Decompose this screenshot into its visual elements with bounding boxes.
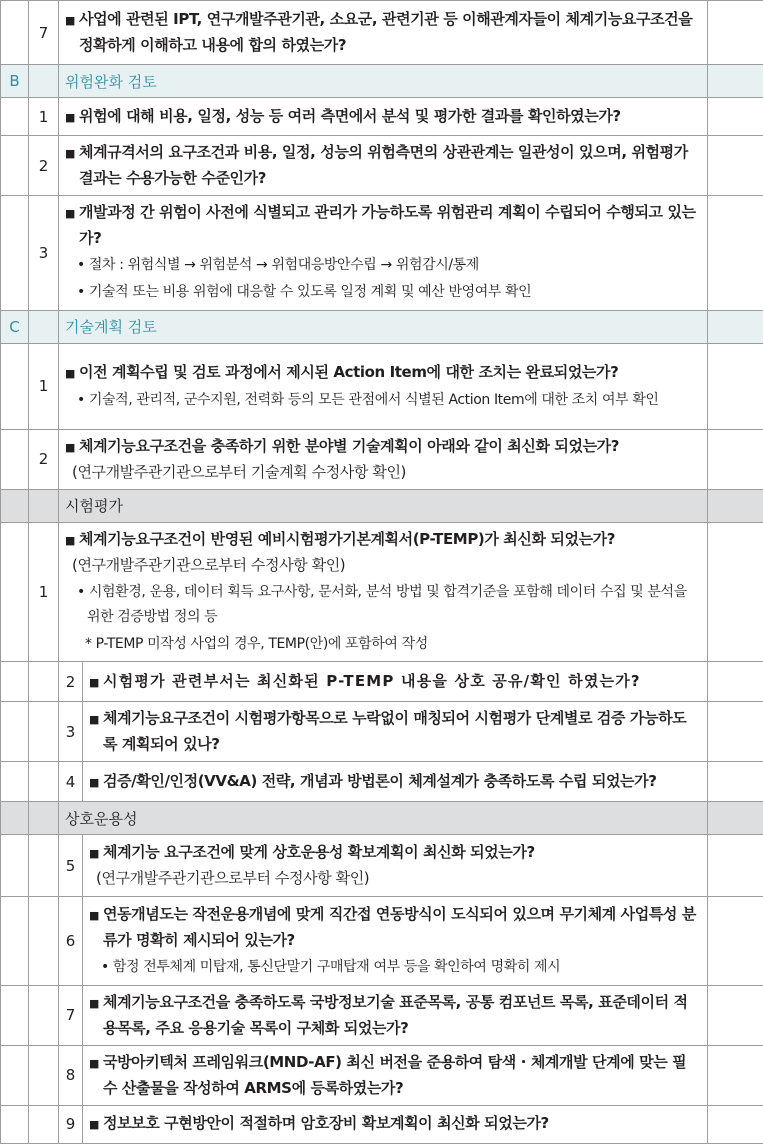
item-number: 8 — [59, 1045, 83, 1105]
table-row — [1, 98, 763, 136]
question-text: 체계기능요구조건을 충족하기 위한 분야별 기술계획이 아래와 같이 최신화 되었는가? — [79, 436, 620, 455]
table-row — [1, 429, 763, 489]
cell-empty — [708, 65, 763, 98]
question-text: 위험에 대해 비용, 일정, 성능 등 여러 측면에서 분석 및 평가한 결과를 확인하였는가? — [79, 106, 621, 125]
cell-empty — [29, 702, 59, 762]
footnote-text: * P-TEMP 미작성 사업의 경우, TEMP(안)에 포함하여 작성 — [85, 635, 428, 652]
item-number: 3 — [59, 702, 83, 762]
bullet-text: 함정 전투체계 미탑재, 통신단말기 구매탑재 여부 등을 확인하여 명확히 제시 — [112, 958, 561, 975]
bullet-text: 기술적 또는 비용 위험에 대응할 수 있도록 일정 계획 및 예산 반영여부 확인 — [88, 284, 532, 301]
cell-empty — [29, 489, 59, 522]
question-text: 사업에 관련된 IPT, 연구개발주관기관, 소요군, 관련기관 등 이해관계자들이 체계기능요구조건을 정확하게 이해하고 내용에 합의 하였는가? — [79, 10, 693, 55]
cell-check — [708, 662, 763, 702]
note-text: (연구개발주관기관으로부터 기술계획 수정사항 확인) — [72, 462, 406, 481]
cell-check — [708, 702, 763, 762]
question-text: 체계기능요구조건이 시험평가항목으로 누락없이 매칭되어 시험평가 단계별로 검증 가능하도록 계획되어 있나? — [103, 709, 687, 754]
subsection-header-row — [1, 802, 763, 835]
cell-empty — [708, 802, 763, 835]
cell-empty — [708, 489, 763, 522]
cell-empty — [1, 702, 29, 762]
table-row — [1, 196, 763, 310]
item-number: 3 — [29, 196, 59, 310]
cell-empty — [29, 835, 59, 897]
cell-empty — [1, 489, 29, 522]
table-row — [1, 522, 763, 661]
table-row — [1, 702, 763, 762]
cell-check — [708, 196, 763, 310]
item-number: 2 — [29, 136, 59, 196]
cell-empty — [1, 985, 29, 1045]
cell-empty — [1, 662, 29, 702]
cell-check — [708, 522, 763, 661]
item-number: 6 — [59, 897, 83, 985]
section-letter: B — [1, 65, 29, 98]
table-row — [1, 1045, 763, 1105]
note-text: (연구개발주관기관으로부터 수정사항 확인) — [96, 869, 370, 888]
cell-empty — [1, 1045, 29, 1105]
item-description: ■ 국방아키텍처 프레임워크(MND-AF) 최신 버전을 준용하여 탐색 · 체계개발 단계에 맞는 필수 산출물을 작성하여 ARMS에 등록하였는가? — [83, 1045, 708, 1105]
item-number: 4 — [59, 762, 83, 802]
question-text: 체계기능요구조건이 반영된 예비시험평가기본계획서(P-TEMP)가 최신화 되었는가? — [79, 529, 616, 548]
cell-empty — [1, 98, 29, 136]
cell-empty — [708, 310, 763, 343]
item-description: ■ 체계규격서의 요구조건과 비용, 일정, 성능의 위험측면의 상관관계는 일관성이 있으며, 위험평가 결과는 수용가능한 수준인가? — [59, 136, 708, 196]
cell-check — [708, 1045, 763, 1105]
cell-check — [708, 762, 763, 802]
item-description: ■ 연동개념도는 작전운용개념에 맞게 직간접 연동방식이 도식되어 있으며 무기체계 사업특성 분류가 명확히 제시되어 있는가? • 함정 전투체계 미탑재, 통신단말기 구매탑재 여부 등을 확인하여 명확히 제시 — [83, 897, 708, 985]
cell-empty — [1, 429, 29, 489]
cell-empty — [29, 662, 59, 702]
item-description: ■ 시험평가 관련부서는 최신화된 P-TEMP 내용을 상호 공유/확인 하였는가? — [83, 662, 708, 702]
cell-empty — [1, 835, 29, 897]
cell-check — [708, 1, 763, 65]
section-title: 위험완화 검토 — [59, 65, 708, 98]
cell-empty — [29, 897, 59, 985]
question-text: 국방아키텍처 프레임워크(MND-AF) 최신 버전을 준용하여 탐색 · 체계개발 단계에 맞는 필수 산출물을 작성하여 ARMS에 등록하였는가? — [103, 1052, 687, 1097]
item-description: ■ 개발과정 간 위험이 사전에 식별되고 관리가 가능하도록 위험관리 계획이 수립되어 수행되고 있는가? • 절차 : 위험식별 → 위험분석 → 위험대응방안수립 → 위험감시/통제 • 기술적 또는 비용 위험에 대응할 수 있도록 일정 계획 및 예산 반영여부 확인 — [59, 196, 708, 310]
cell-empty — [1, 522, 29, 661]
note-text: (연구개발주관기관으로부터 수정사항 확인) — [72, 555, 346, 574]
cell-empty — [1, 762, 29, 802]
cell-empty — [29, 65, 59, 98]
question-text: 체계기능 요구조건에 맞게 상호운용성 확보계획이 최신화 되었는가? — [103, 843, 535, 862]
item-description: ■ 체계기능 요구조건에 맞게 상호운용성 확보계획이 최신화 되었는가? (연구개발주관기관으로부터 수정사항 확인) — [83, 835, 708, 897]
cell-empty — [29, 310, 59, 343]
cell-empty — [1, 802, 29, 835]
question-text: 연동개념도는 작전운용개념에 맞게 직간접 연동방식이 도식되어 있으며 무기체계 사업특성 분류가 명확히 제시되어 있는가? — [103, 904, 696, 949]
item-description: ■ 체계기능요구조건을 충족하기 위한 분야별 기술계획이 아래와 같이 최신화 되었는가? (연구개발주관기관으로부터 기술계획 수정사항 확인) — [59, 429, 708, 489]
cell-empty — [29, 762, 59, 802]
question-text: 개발과정 간 위험이 사전에 식별되고 관리가 가능하도록 위험관리 계획이 수립되어 수행되고 있는가? — [79, 203, 696, 248]
cell-empty — [1, 196, 29, 310]
cell-check — [708, 897, 763, 985]
cell-empty — [29, 802, 59, 835]
subsection-title: 시험평가 — [59, 489, 708, 522]
item-number: 1 — [29, 343, 59, 429]
question-text: 정보보호 구현방안이 적절하며 암호장비 확보계획이 최신화 되었는가? — [103, 1114, 549, 1133]
table-row — [1, 1105, 763, 1143]
item-number: 9 — [59, 1105, 83, 1143]
cell-check — [708, 429, 763, 489]
subsection-header-row — [1, 489, 763, 522]
subsection-title: 상호운용성 — [59, 802, 708, 835]
item-number: 7 — [59, 985, 83, 1045]
cell-empty — [29, 1045, 59, 1105]
item-number: 5 — [59, 835, 83, 897]
item-number: 1 — [29, 98, 59, 136]
cell-check — [708, 835, 763, 897]
bullet-text: 기술적, 관리적, 군수지원, 전력화 등의 모든 관점에서 식별된 Action Item에 대한 조치 여부 확인 — [88, 391, 659, 408]
question-text: 검증/확인/인정(VV&A) 전략, 개념과 방법론이 체계설계가 충족하도록 수립 되었는가? — [103, 771, 657, 790]
bullet-text: 절차 : 위험식별 → 위험분석 → 위험대응방안수립 → 위험감시/통제 — [88, 257, 479, 274]
cell-check — [708, 1105, 763, 1143]
cell-check — [708, 136, 763, 196]
cell-empty — [1, 343, 29, 429]
item-number: 1 — [29, 522, 59, 661]
table-row — [1, 985, 763, 1045]
item-description: ■ 체계기능요구조건이 시험평가항목으로 누락없이 매칭되어 시험평가 단계별로 검증 가능하도록 계획되어 있나? — [83, 702, 708, 762]
item-description: ■ 사업에 관련된 IPT, 연구개발주관기관, 소요군, 관련기관 등 이해관계자들이 체계기능요구조건을 정확하게 이해하고 내용에 합의 하였는가? — [59, 1, 708, 65]
item-description: ■ 정보보호 구현방안이 적절하며 암호장비 확보계획이 최신화 되었는가? — [83, 1105, 708, 1143]
table-row — [1, 762, 763, 802]
section-title: 기술계획 검토 — [59, 310, 708, 343]
section-header-row — [1, 310, 763, 343]
cell-empty — [29, 1105, 59, 1143]
cell-empty — [1, 136, 29, 196]
cell-check — [708, 343, 763, 429]
cell-empty — [1, 897, 29, 985]
item-description: ■ 검증/확인/인정(VV&A) 전략, 개념과 방법론이 체계설계가 충족하도록 수립 되었는가? — [83, 762, 708, 802]
cell-empty — [29, 985, 59, 1045]
cell-check — [708, 98, 763, 136]
cell-empty — [1, 1105, 29, 1143]
item-description: ■ 위험에 대해 비용, 일정, 성능 등 여러 측면에서 분석 및 평가한 결과를 확인하였는가? — [59, 98, 708, 136]
item-number: 2 — [29, 429, 59, 489]
item-description: ■ 체계기능요구조건이 반영된 예비시험평가기본계획서(P-TEMP)가 최신화 되었는가? (연구개발주관기관으로부터 수정사항 확인) • 시험환경, 운용, 데이터 획득 요구사항, 문서화, 분석 방법 및 합격기준을 포함해 데이터 수집 및 분석을 위한 검증방법 정의 등 * P-TEMP 미작성 사업의 경우, TEMP(안)에 포함하여 작성 — [59, 522, 708, 661]
question-text: 체계기능요구조건을 충족하도록 국방정보기술 표준목록, 공통 컴포넌트 목록, 표준데이터 적용목록, 주요 응용기술 목록이 구체화 되었는가? — [103, 992, 688, 1037]
item-number: 7 — [29, 1, 59, 65]
section-header-row — [1, 65, 763, 98]
cell-check — [708, 985, 763, 1045]
table-row — [1, 662, 763, 702]
cell-empty — [1, 1, 29, 65]
item-number: 2 — [59, 662, 83, 702]
table-row — [1, 897, 763, 985]
question-text: 이전 계획수립 및 검토 과정에서 제시된 Action Item에 대한 조치는 완료되었는가? — [79, 362, 619, 381]
section-letter: C — [1, 310, 29, 343]
item-description: ■ 이전 계획수립 및 검토 과정에서 제시된 Action Item에 대한 조치는 완료되었는가? • 기술적, 관리적, 군수지원, 전력화 등의 모든 관점에서 식별된 Action Item에 대한 조치 여부 확인 — [59, 343, 708, 429]
table-row — [1, 835, 763, 897]
table-row — [1, 343, 763, 429]
question-text: 체계규격서의 요구조건과 비용, 일정, 성능의 위험측면의 상관관계는 일관성이 있으며, 위험평가 결과는 수용가능한 수준인가? — [79, 143, 688, 188]
item-description: ■ 체계기능요구조건을 충족하도록 국방정보기술 표준목록, 공통 컴포넌트 목록, 표준데이터 적용목록, 주요 응용기술 목록이 구체화 되었는가? — [83, 985, 708, 1045]
question-text: 시험평가 관련부서는 최신화된 P-TEMP 내용을 상호 공유/확인 하였는가? — [103, 671, 641, 690]
bullet-text: 시험환경, 운용, 데이터 획득 요구사항, 문서화, 분석 방법 및 합격기준을 포함해 데이터 수집 및 분석을 위한 검증방법 정의 등 — [87, 583, 687, 625]
table-row — [1, 136, 763, 196]
table-row — [1, 1, 763, 65]
